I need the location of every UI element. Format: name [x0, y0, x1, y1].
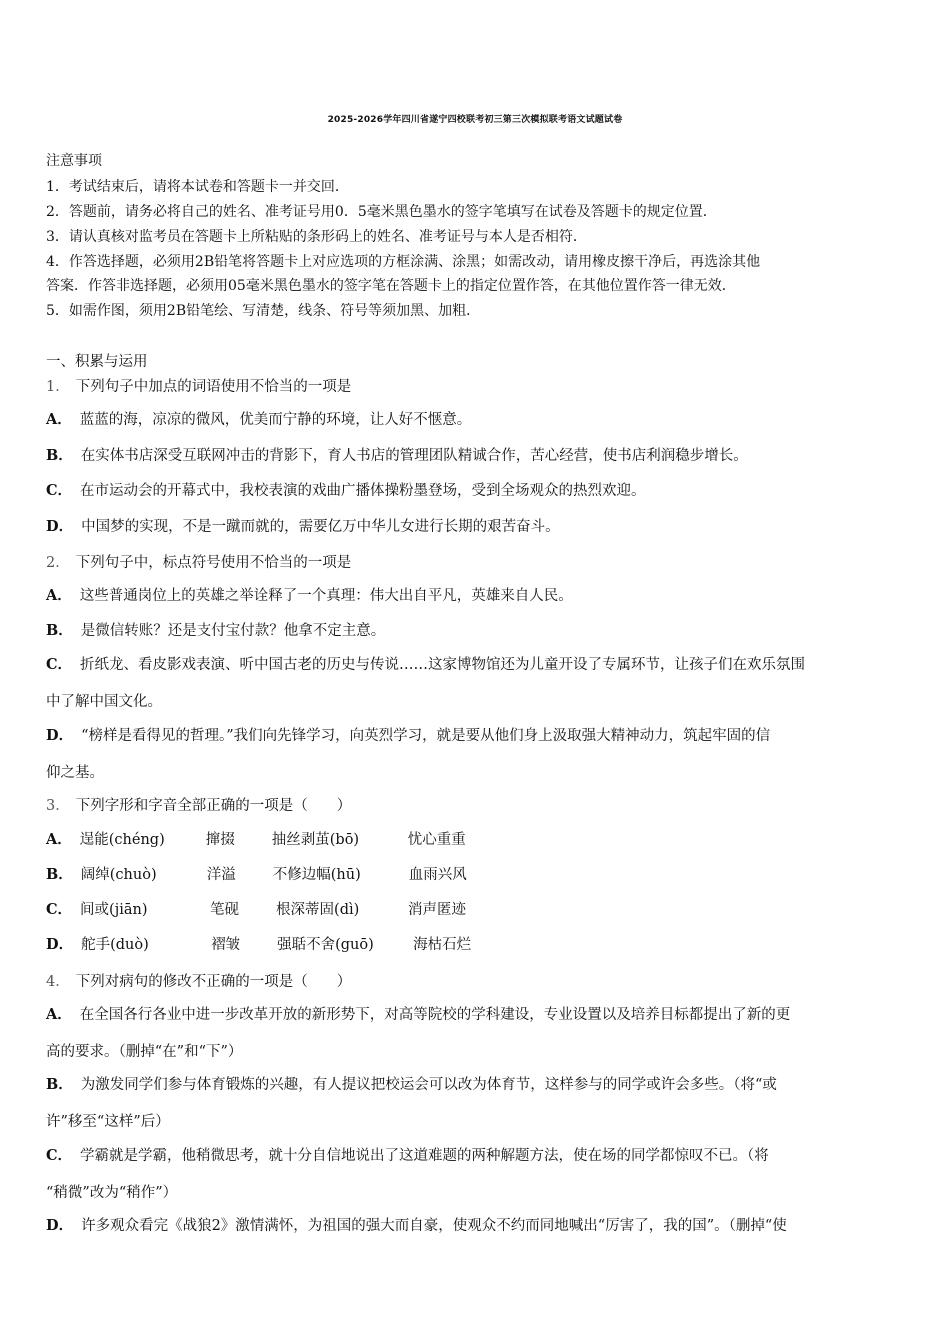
option-label: D． [46, 1217, 74, 1234]
option-label: B． [46, 622, 73, 639]
option-cell: 撺掇 [205, 832, 235, 848]
option-text: 是微信转账？还是支付宝付款？他拿不定主意。 [80, 623, 386, 639]
option-label: B． [46, 866, 73, 883]
option-a [46, 1003, 790, 1024]
question-stem [46, 970, 351, 991]
question-number: 2． [46, 555, 70, 571]
option-cell: 海枯石烂 [413, 937, 472, 953]
option-d [46, 515, 560, 536]
option-text: 折纸龙、看皮影戏表演、听中国古老的历史与传说……这家博物馆还为儿童开设了专属环节，让孩子们在欢乐氛围 [80, 657, 806, 673]
option-b [46, 1073, 777, 1094]
option-d [46, 724, 770, 745]
option-label: D． [46, 518, 74, 535]
option-continuation: 许”移至“这样”后） [46, 1114, 170, 1130]
section-heading: 一、积累与运用 [46, 354, 148, 370]
question-number: 4． [46, 974, 70, 990]
option-cell: 根深蒂固(dì) [276, 902, 360, 918]
option-b [46, 444, 748, 465]
question-text: 下列字形和字音全部正确的一项是（ ） [75, 798, 352, 814]
option-c [46, 1144, 769, 1165]
notice-item: 4．作答选择题，必须用2B铅笔将答题卡上对应选项的方框涂满、涂黑；如需改动，请用橡皮擦干净后，再选涂其他 [46, 254, 761, 270]
question-number: 3． [46, 798, 70, 814]
option-cell: 忧心重重 [407, 832, 466, 848]
option-label: A． [46, 587, 72, 604]
option-d [46, 1214, 787, 1235]
option-text: 许多观众看完《战狼2》激情满怀，为祖国的强大而自豪，使观众不约而同地喊出“厉害了，我的国”。（删掉“使 [81, 1218, 787, 1234]
option-a [46, 408, 471, 429]
option-label: A． [46, 1006, 72, 1023]
option-cell: 不修边幅(hū) [272, 867, 361, 883]
option-label: D． [46, 936, 74, 953]
option-c [46, 479, 646, 500]
option-a [46, 828, 466, 849]
option-continuation: 高的要求。（删掉“在”和“下”） [46, 1044, 243, 1060]
option-c [46, 898, 466, 919]
option-cell: 洋溢 [206, 867, 236, 883]
option-text: 为激发同学们参与体育锻炼的兴趣，有人提议把校运会可以改为体育节，这样参与的同学或许会多些。（将“或 [80, 1077, 777, 1093]
notice-item: 2．答题前，请务必将自己的姓名、准考证号用0．5毫米黑色墨水的签字笔填写在试卷及答题卡的规定位置． [46, 204, 717, 220]
question-text: 下列对病句的修改不正确的一项是（ ） [75, 974, 352, 990]
option-text: 学霸就是学霸，他稍微思考，就十分自信地说出了这道难题的两种解题方法，使在场的同学都惊叹不已。（将 [80, 1148, 769, 1164]
notice-heading: 注意事项 [46, 153, 102, 169]
question-number: 1． [46, 379, 70, 395]
option-label: B． [46, 1076, 73, 1093]
option-continuation: 中了解中国文化。 [46, 694, 162, 710]
notice-item: 3．请认真核对监考员在答题卡上所粘贴的条形码上的姓名、准考证号与本人是否相符． [46, 229, 587, 245]
option-label: A． [46, 411, 72, 428]
option-text: 这些普通岗位上的英雄之举诠释了一个真理：伟大出自平凡，英雄来自人民。 [79, 588, 573, 604]
option-cell: 间或(jiān) [80, 902, 148, 918]
option-cell: 褶皱 [211, 937, 241, 953]
option-text: 在实体书店深受互联网冲击的背影下，育人书店的管理团队精诚合作，苦心经营，使书店利润稳步增长。 [80, 448, 748, 464]
page-title: 2025-2026学年四川省遂宁四校联考初三第三次模拟联考语文试题试卷 [327, 115, 623, 125]
option-c [46, 653, 805, 674]
option-b [46, 619, 385, 640]
notice-item: 答案．作答非选择题，必须用05毫米黑色墨水的签字笔在答题卡上的指定位置作答，在其他位置作答一律无效． [46, 278, 736, 294]
option-continuation: 仰之基。 [46, 765, 104, 781]
option-text: 蓝蓝的海，凉凉的微风，优美而宁静的环境，让人好不惬意。 [79, 412, 472, 428]
option-cell: 抽丝剥茧(bō) [271, 832, 360, 848]
question-stem [46, 375, 351, 396]
option-text: “榜样是看得见的哲理。”我们向先锋学习，向英烈学习，就是要从他们身上汲取强大精神动力，筑起牢固的信 [81, 728, 771, 744]
question-text: 下列句子中，标点符号使用不恰当的一项是 [75, 555, 352, 571]
question-stem [46, 551, 351, 572]
option-label: C． [46, 482, 73, 499]
option-continuation: “稍微”改为“稍作”） [46, 1185, 178, 1201]
option-d [46, 933, 471, 954]
option-label: D． [46, 727, 74, 744]
notice-item: 5．如需作图，须用2B铅笔绘、写清楚，线条、符号等须加黑、加粗． [46, 303, 481, 319]
option-cell: 强聒不舍(guō) [277, 937, 374, 953]
option-a [46, 584, 573, 605]
option-label: C． [46, 656, 73, 673]
option-cell: 阔绰(chuò) [80, 867, 157, 883]
option-cell: 逞能(chéng) [79, 832, 165, 848]
option-cell: 笔砚 [210, 902, 240, 918]
option-b [46, 863, 467, 884]
question-text: 下列句子中加点的词语使用不恰当的一项是 [75, 379, 352, 395]
option-cell: 舵手(duò) [81, 937, 149, 953]
option-text: 中国梦的实现，不是一蹴而就的，需要亿万中华儿女进行长期的艰苦奋斗。 [81, 519, 560, 535]
option-label: C． [46, 1147, 73, 1164]
option-label: C． [46, 901, 73, 918]
option-text: 在市运动会的开幕式中，我校表演的戏曲广播体操粉墨登场，受到全场观众的热烈欢迎。 [80, 483, 646, 499]
option-label: A． [46, 831, 72, 848]
question-stem [46, 794, 351, 815]
option-cell: 消声匿迹 [408, 902, 467, 918]
option-cell: 血雨兴风 [408, 867, 467, 883]
notice-item: 1．考试结束后，请将本试卷和答题卡一并交回． [46, 179, 349, 195]
option-label: B． [46, 447, 73, 464]
option-text: 在全国各行各业中进一步改革开放的新形势下，对高等院校的学科建设，专业设置以及培养目标都提出了新的更 [79, 1007, 791, 1023]
